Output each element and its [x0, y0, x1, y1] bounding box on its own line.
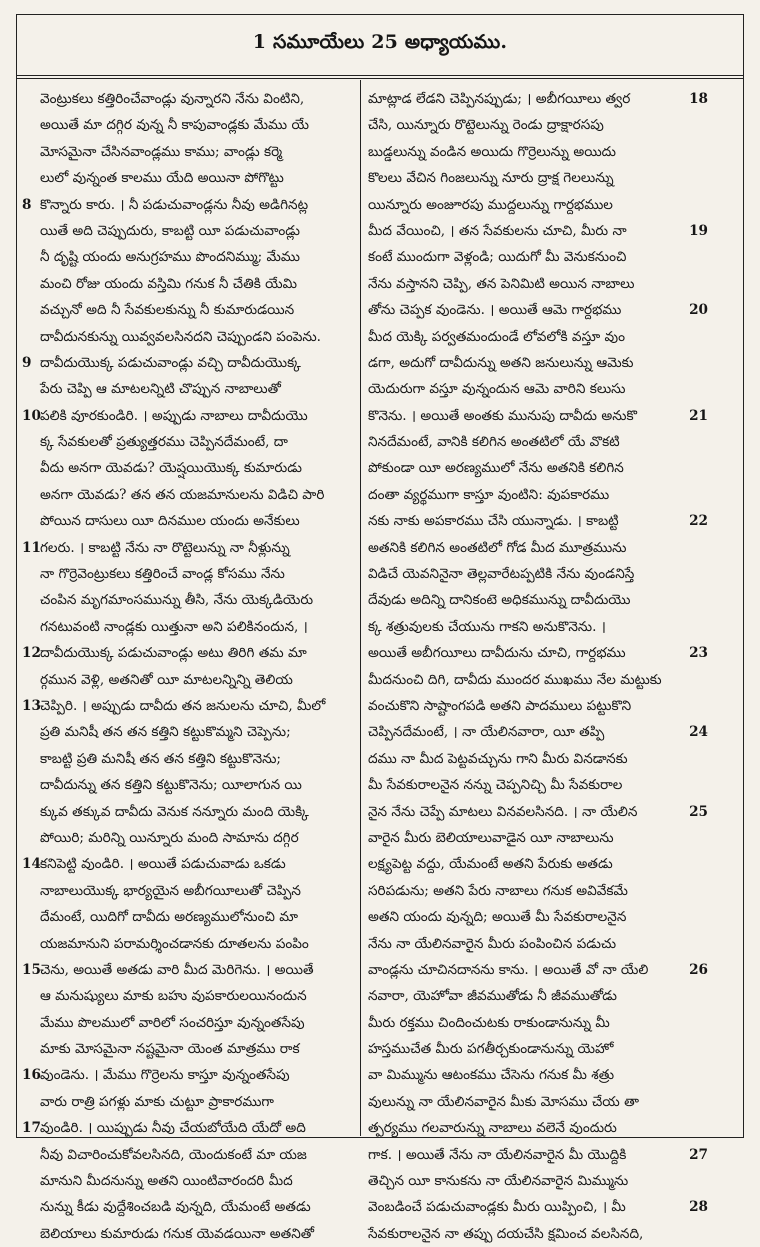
text-line: [368, 324, 708, 350]
line-text: తెచ్చిన యీ కానుకను నా యేలినవారైన మిమ్మును: [368, 1173, 629, 1190]
text-line: [368, 1168, 708, 1194]
line-text: యితే అది చెప్పుదురు, కాబట్టి యీ పడుచువాండ్లు: [40, 222, 301, 239]
verse-number: 12: [22, 645, 41, 662]
page-header: [16, 14, 744, 76]
text-line: [22, 640, 362, 666]
line-text: నవారా, యెహోవా జీవముతోడు నీ జీవముతోడు: [368, 988, 617, 1005]
line-text: చెను, అయితే అతడు వారి మీద మెరిగెను. । అయితే: [40, 961, 314, 978]
text-line: [368, 1062, 708, 1088]
text-line: [368, 192, 708, 218]
line-text: కొన్నారు కారు. । నీ పడుచువాండ్లను నీవు అడిగినట్ల: [40, 196, 309, 213]
text-line: [22, 931, 362, 957]
line-text: మేము పొలములో వారిలో సంచరిస్తూ వున్నంతసేపు: [40, 1014, 305, 1031]
page-title: 1 సమూయేలు 25 అధ్యాయము.: [252, 31, 508, 53]
text-line: [22, 1036, 362, 1062]
text-line: [368, 139, 708, 165]
text-line: [22, 218, 362, 244]
text-line: [368, 904, 708, 930]
line-text: బుడ్డలున్ను వండిన అయిదు గొర్రెలున్ను అయిదు: [368, 143, 616, 160]
line-text: గలరు. । కాబట్టి నేను నా రొట్టెలున్ను నా నీళ్లున్ను: [40, 539, 290, 556]
line-text: పేరు చెప్పి ఆ మాటలన్నిటి చొప్పున నాబాలుతో: [40, 381, 281, 398]
verse-number: 10: [22, 407, 41, 424]
line-text: కనిపెట్టి వుండిరి. । అయితే పడుచువాడు ఒకడు: [40, 856, 286, 873]
text-line: [368, 1089, 708, 1115]
line-text: కొనెను. । అయితే అంతకు మునుపు దావీదు అనుకొ: [368, 407, 637, 424]
text-line: [368, 640, 708, 666]
verse-number: 22: [689, 513, 708, 530]
line-text: సేవకురాలనైన నా తప్పు దయచేసి క్షమించ వలసినది,: [368, 1225, 644, 1242]
text-line: [22, 535, 362, 561]
line-text: మీద యెక్కి పర్వతమందుండే లోవలోకి వస్తూ వుం: [368, 328, 625, 345]
line-text: నీ దృష్టి యందు అనుగ్రహము పొందనిమ్ము; మేము: [40, 249, 300, 266]
line-text: అనగా యెవడు? తన తన యజమానులను విడిచి పారి: [40, 486, 325, 503]
text-line: [368, 86, 708, 112]
text-line: [22, 693, 362, 719]
line-text: క్క శత్రువులకు చేయును గాకని అనుకొనెను. ।: [368, 618, 606, 635]
text-line: [368, 403, 708, 429]
line-text: దావీదుయొక్క పడుచువాండ్లు వచ్చి దావీదుయొక్క: [40, 354, 301, 371]
verse-number: 23: [689, 645, 708, 662]
verse-number: 27: [689, 1146, 708, 1163]
text-line: [368, 983, 708, 1009]
text-line: [368, 1142, 708, 1168]
line-text: యిన్నూరు అంజూరపు ముద్దలున్ను గార్దభముల: [368, 196, 613, 213]
verse-number: 9: [22, 354, 32, 371]
text-line: [368, 218, 708, 244]
line-text: మీ సేవకురాలనైన నన్ను చెప్పనిచ్చి మీ సేవకురాల: [368, 777, 623, 794]
text-line: [22, 983, 362, 1009]
line-text: కాబట్టి ప్రతి మనిషీ తన తన కత్తిని కట్టుకొనెను;: [40, 750, 281, 767]
text-line: [22, 1062, 362, 1088]
line-text: డగా, అదుగో దావీదున్ను అతని జనులున్ను ఆమెకు: [368, 354, 634, 371]
text-line: [22, 482, 362, 508]
text-line: [368, 1221, 708, 1247]
text-line: [368, 719, 708, 745]
line-text: దావీదుయొక్క పడుచువాండ్లు అటు తిరిగి తమ మా: [40, 645, 307, 662]
line-text: గాక. । అయితే నేను నా యేలినవారైన మీ యొద్దికి: [368, 1146, 627, 1163]
line-text: నేను నా యేలినవారైన మీరు పంపించిన పడుచు: [368, 935, 617, 952]
text-line: [368, 244, 708, 270]
text-line: [368, 271, 708, 297]
text-line: [22, 746, 362, 772]
line-text: వుండిరి. । యిప్పుడు నీవు చేయబోయేది యేదో అది: [40, 1120, 306, 1137]
line-text: వుండెను. । మేము గొర్రెలను కాస్తూ వున్నంతసేపు: [40, 1067, 290, 1084]
text-line: [368, 297, 708, 323]
text-line: [22, 297, 362, 323]
right-column: [368, 86, 708, 1242]
verse-number: 25: [689, 803, 708, 820]
line-text: మాట్లాడ లేడని చెప్పినప్పుడు; । అబీగయీలు త్వర: [368, 91, 631, 107]
line-text: తోను చెప్పక వుండెను. । అయితే ఆమె గార్దభము: [368, 302, 622, 319]
text-line: [22, 904, 362, 930]
line-text: పోయిన దాసులు యీ దినముల యందు అనేకులు: [40, 513, 300, 530]
text-line: [368, 455, 708, 481]
line-text: క్కువ తక్కువ దావీదు వెనుక నన్నూరు మంది యెక్కి: [40, 803, 309, 820]
line-text: పోకుండా యీ అరణ్యములో నేను అతనికి కలిగిన: [368, 460, 624, 477]
line-text: మానుని మీదనున్ను అతని యింటివారందరి మీద: [40, 1173, 293, 1190]
text-line: [22, 244, 362, 270]
line-text: వులున్ను నా యేలినవారైన మీకు మోసము చేయ తా: [368, 1093, 639, 1110]
text-line: [22, 772, 362, 798]
line-text: దావీదునకున్ను యివ్వవలసినదని చెప్పుండని పంపెను.: [40, 328, 322, 345]
line-text: యజమానుని పరామర్శించడానకు దూతలను పంపిం: [40, 935, 309, 952]
text-line: [22, 878, 362, 904]
line-text: లక్ష్యపెట్ట వద్దు, యేమంటే అతని పేరుకు అతడు: [368, 856, 613, 873]
text-line: [22, 86, 362, 112]
text-line: [368, 561, 708, 587]
verse-number: 24: [689, 724, 708, 741]
text-line: [22, 165, 362, 191]
line-text: విడిచే యెవనినైనా తెల్లవారేటప్పటికి నేను వుండనిస్తే: [368, 566, 635, 583]
text-line: [368, 851, 708, 877]
text-line: [368, 667, 708, 693]
line-text: నా గొర్రెవెంట్రుకలు కత్తిరించే వాండ్ల కోసము నేను: [40, 566, 285, 583]
verse-number: 14: [22, 856, 41, 873]
verse-number: 21: [689, 407, 708, 424]
line-text: మాకు మోసమైనా నష్టమైనా యెంత మాత్రము రాక: [40, 1041, 300, 1058]
text-line: [368, 587, 708, 613]
text-line: [22, 1089, 362, 1115]
text-line: [368, 878, 708, 904]
text-line: [368, 165, 708, 191]
text-line: [368, 746, 708, 772]
verse-number: 16: [22, 1067, 41, 1084]
line-text: చెప్పిరి. । అప్పుడు దావీదు తన జనులను చూచి, మీలో: [40, 697, 326, 714]
line-text: అయితే మా దగ్గిర వున్న నీ కాపువాండ్లకు మేము యే: [40, 117, 309, 134]
line-text: వెంట్రుకలు కత్తిరించేవాండ్లు వున్నారని నేను వింటిని,: [40, 91, 305, 107]
line-text: దేమంటే, యిదిగో దావీదు అరణ్యములోనుంచి మా: [40, 909, 298, 926]
text-line: [22, 851, 362, 877]
line-text: ర్గమున వెళ్లి, అతనితో యీ మాటలన్నిన్ని తెలియ: [40, 671, 293, 688]
line-text: కొలలు వేచిన గింజలున్ను నూరు ద్రాక్ష గెలలున్ను: [368, 170, 614, 187]
verse-number: 11: [22, 539, 41, 556]
text-line: [22, 192, 362, 218]
verse-number: 17: [22, 1120, 41, 1137]
text-line: [22, 1115, 362, 1141]
text-line: [22, 1168, 362, 1194]
text-line: [368, 376, 708, 402]
line-text: నాబాలుయొక్క భార్యయైన అబీగయీలుతో చెప్పిన: [40, 882, 301, 899]
header-rule: [16, 78, 744, 79]
text-line: [22, 112, 362, 138]
line-text: ప్రతి మనిషీ తన తన కత్తిని కట్టుకొమ్మని చెప్పెను;: [40, 724, 291, 741]
line-text: మోసమైనా చేసినవాండ్లము కాము; వాండ్లు కర్మె: [40, 143, 283, 160]
line-text: నకు నాకు అపకారము చేసి యున్నాడు. । కాబట్టి: [368, 513, 619, 530]
line-text: చేసి, యిన్నూరు రొట్టెలున్ను రెండు ద్రాక్షారసపు: [368, 117, 604, 134]
verse-number: 13: [22, 697, 41, 714]
text-line: [22, 957, 362, 983]
line-text: చంపిన మృగమాంసమున్ను తీసి, నేను యెక్కడియెరు: [40, 592, 314, 609]
text-line: [22, 508, 362, 534]
line-text: బెలియాలు కుమారుడు గనుక యెవడయినా అతనితో: [40, 1225, 315, 1242]
verse-number: 15: [22, 961, 41, 978]
text-line: [368, 825, 708, 851]
line-text: వా మిమ్మును ఆటంకము చేసెను గనుక మీ శత్రు: [368, 1067, 615, 1084]
text-line: [22, 587, 362, 613]
line-text: నీవు విచారించుకోవలసినది, యెందుకంటే మా యజ: [40, 1146, 307, 1163]
text-line: [22, 403, 362, 429]
text-line: [22, 825, 362, 851]
line-text: త్పర్యము గలవారున్ను నాబాలు వలెనే వుందురు: [368, 1120, 617, 1137]
line-text: వంచుకొని సాష్టాంగపడి అతని పాదములు పట్టుకొని: [368, 697, 632, 714]
text-line: [368, 1115, 708, 1141]
line-text: వారు రాత్రి పగళ్లు మాకు చుట్టూ ప్రాకారముగా: [40, 1093, 274, 1110]
text-line: [22, 1221, 362, 1247]
text-line: [22, 1194, 362, 1220]
text-line: [368, 1036, 708, 1062]
text-line: [368, 1194, 708, 1220]
line-text: నైన నేను చెప్పే మాటలు వినవలసినది. । నా యేలిన: [368, 803, 638, 820]
text-line: [368, 429, 708, 455]
line-text: అతని యందు వున్నది; అయితే మీ సేవకురాలనైన: [368, 909, 627, 926]
text-line: [22, 1142, 362, 1168]
text-line: [368, 482, 708, 508]
line-text: వీదు అనగా యెవడు? యెష్షయియొక్క కుమారుడు: [40, 460, 302, 477]
text-line: [22, 1010, 362, 1036]
text-line: [368, 931, 708, 957]
line-text: నున్ను కీడు వుద్దేశించబడి వున్నది, యేమంటే అతడు: [40, 1199, 311, 1216]
line-text: లులో వున్నంత కాలము యేది అయినా పోగొట్టు: [40, 170, 284, 187]
line-text: మీద వేయించి, । తన సేవకులను చూచి, మీరు నా: [368, 222, 627, 239]
line-text: దేవుడు అదిన్ని దానికంటె అధికమున్ను దావీదుయొ: [368, 592, 631, 609]
line-text: నేను వస్తానని చెప్పి, తన పెనిమిటి అయిన నాబాలు: [368, 275, 635, 292]
text-line: [22, 455, 362, 481]
text-line: [22, 324, 362, 350]
text-line: [22, 614, 362, 640]
line-text: అతనికి కలిగిన అంతటిలో గోడ మీద మూత్రమును: [368, 539, 627, 556]
text-line: [368, 799, 708, 825]
text-line: [368, 772, 708, 798]
line-text: వాండ్లను చూచినదానను కాను. । అయితే వో నా యేలి: [368, 961, 649, 978]
text-line: [368, 614, 708, 640]
line-text: మీరు రక్తము చిందించుటకు రాకుండానున్ను మీ: [368, 1014, 610, 1031]
line-text: క్క సేవకులతో ప్రత్యుత్తరము చెప్పినదేమంటే, దా: [40, 434, 288, 451]
left-column: [22, 86, 362, 1242]
line-text: దంతా వ్యర్థముగా కాస్తూ వుంటిని: వుపకారము: [368, 486, 610, 503]
line-text: మంచి రోజు యందు వస్తిమి గనుక నీ చేతికి యేమి: [40, 275, 298, 292]
line-text: పోయిరి; మరిన్ని యిన్నూరు మంది సామాను దగ్గిర: [40, 829, 299, 846]
text-line: [22, 561, 362, 587]
text-line: [22, 719, 362, 745]
line-text: దము నా మీద పెట్టవచ్చును గాని మీరు వినడానకు: [368, 750, 628, 767]
line-text: గనటువంటి నాండ్లకు యిత్తునా అని పలికినందున, ।: [40, 618, 308, 635]
line-text: వారైన మీరు బెలియాలువాడైన యీ నాబాలును: [368, 829, 614, 846]
line-text: పలికి వూరకుండిరి. । అప్పుడు నాబాలు దావీదుయొ: [40, 407, 308, 424]
line-text: హస్తముచేత మీరు పగతీర్చకుండానున్ను యెహో: [368, 1041, 614, 1058]
text-line: [368, 693, 708, 719]
line-text: చెప్పినదేమంటే, । నా యేలినవారా, యీ తప్పి: [368, 724, 605, 741]
text-line: [368, 350, 708, 376]
text-line: [368, 957, 708, 983]
verse-number: 19: [689, 222, 708, 239]
line-text: ఆ మనుష్యులు మాకు బహు వుపకారులయినందున: [40, 988, 307, 1005]
text-line: [22, 376, 362, 402]
text-line: [22, 799, 362, 825]
text-line: [22, 350, 362, 376]
line-text: అయితే అబీగయీలు దావీదును చూచి, గార్దభము: [368, 645, 626, 662]
line-text: దావీదున్ను తన కత్తిని కట్టుకొనెను; యీలాగున యి: [40, 777, 302, 794]
line-text: మీదనుంచి దిగి, దావీదు ముందర ముఖము నేల మట్టుకు: [368, 671, 662, 688]
text-line: [368, 1010, 708, 1036]
verse-number: 26: [689, 961, 708, 978]
verse-number: 28: [689, 1199, 708, 1216]
text-line: [368, 112, 708, 138]
verse-number: 20: [689, 302, 708, 319]
text-line: [22, 429, 362, 455]
verse-number: 8: [22, 196, 32, 213]
text-line: [368, 508, 708, 534]
text-line: [368, 535, 708, 561]
verse-number: 18: [689, 91, 708, 107]
line-text: నినదేమంటే, వానికి కలిగిన అంతటిలో యే వొకటి: [368, 434, 620, 451]
line-text: యెదురుగా వస్తూ వున్నందున ఆమె వారిని కలుసు: [368, 381, 626, 398]
line-text: వచ్చునో అది నీ సేవకులకున్ను నీ కుమారుడయిన: [40, 302, 295, 319]
text-line: [22, 667, 362, 693]
line-text: కంటే ముందుగా వెళ్లండి; యిదుగో మీ వెనుకనుంచి: [368, 249, 627, 266]
line-text: సరిపడును; అతని పేరు నాబాలు గనుక అవివేకమే: [368, 882, 628, 899]
line-text: వెంబడించే పడుచువాండ్లకు మీరు యిప్పించి, । మీ: [368, 1199, 626, 1216]
text-line: [22, 139, 362, 165]
text-line: [22, 271, 362, 297]
